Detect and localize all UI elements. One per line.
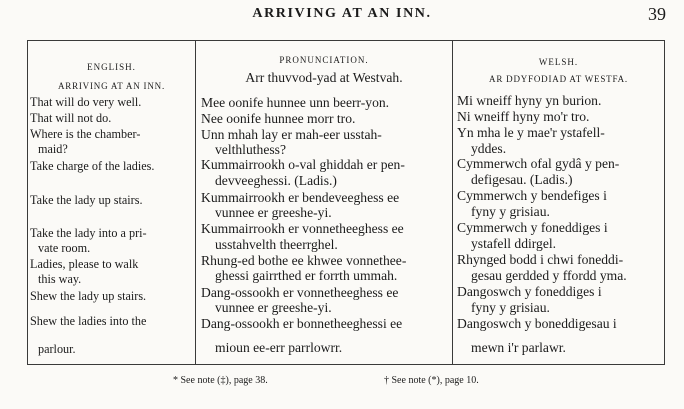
- pronunciation-column-subheading: Arr thuvvod-yad at Westvah.: [245, 70, 403, 85]
- english-line: Ladies, please to walk: [30, 257, 139, 271]
- welsh-line: Cymmerwch ofal gydâ y pen-: [457, 156, 620, 171]
- footnote-right: † See note (*), page 10.: [384, 375, 479, 386]
- english-line: Take charge of the ladies.: [30, 159, 155, 173]
- page-number: 39: [648, 4, 666, 24]
- english-line: this way.: [38, 272, 82, 286]
- table-border-bottom: [27, 364, 665, 365]
- pronunciation-line: velthluthess?: [215, 142, 286, 157]
- pronunciation-line: Dang-ossookh er vonnetheeghess ee: [201, 285, 399, 300]
- welsh-line: ystafell ddirgel.: [471, 236, 557, 251]
- english-line: Take the lady up stairs.: [30, 193, 143, 207]
- welsh-line: mewn i'r parlawr.: [471, 340, 566, 355]
- welsh-line: yddes.: [471, 141, 507, 156]
- english-line: Shew the lady up stairs.: [30, 289, 147, 303]
- pronunciation-line: ghessi gairrthed er forrth ummah.: [215, 268, 398, 283]
- welsh-line: defigesau. (Ladis.): [471, 172, 573, 187]
- pronunciation-line: usstahvelth theerrghel.: [215, 237, 338, 252]
- pronunciation-line: Mee oonife hunnee unn beerr-yon.: [201, 95, 390, 110]
- english-line: Where is the chamber-: [30, 127, 141, 141]
- footnote-left: * See note (‡), page 38.: [173, 375, 268, 386]
- english-column-heading: ENGLISH.: [87, 62, 136, 72]
- welsh-line: Cymmerwch y foneddiges i: [457, 220, 608, 235]
- page-title: ARRIVING AT AN INN.: [252, 6, 432, 21]
- column-divider-2: [452, 40, 453, 365]
- english-line: That will do very well.: [30, 95, 142, 109]
- pronunciation-line: Rhung-ed bothe ee khwee vonnethee-: [201, 253, 407, 268]
- pronunciation-line: vunnee er greeshe-yi.: [215, 300, 332, 315]
- english-line: That will not do.: [30, 111, 112, 125]
- english-column-subheading: ARRIVING AT AN INN.: [57, 81, 166, 91]
- pronunciation-column-heading: PRONUNCIATION.: [279, 55, 369, 65]
- english-line: Take the lady into a pri-: [30, 226, 147, 240]
- pronunciation-line: Unn mhah lay er mah-eer usstah-: [201, 127, 382, 142]
- english-line: vate room.: [38, 241, 91, 255]
- pronunciation-line: Kummairrookh er vonnetheeghess ee: [201, 221, 404, 236]
- welsh-line: Cymmerwch y bendefiges i: [457, 188, 607, 203]
- pronunciation-line: Nee oonife hunnee morr tro.: [201, 111, 356, 126]
- english-line: Shew the ladies into the: [30, 314, 147, 328]
- welsh-line: Yn mha le y mae'r ystafell-: [457, 125, 605, 140]
- welsh-line: Mi wneiff hyny yn burion.: [457, 93, 602, 108]
- pronunciation-line: Kummairrookh o-val ghiddah er pen-: [201, 157, 405, 172]
- welsh-line: fyny y grisiau.: [471, 300, 550, 315]
- welsh-line: Ni wneiff hyny mo'r tro.: [457, 109, 590, 124]
- welsh-column-heading: WELSH.: [538, 57, 579, 67]
- column-divider-1: [195, 40, 196, 365]
- welsh-line: gesau gerdded y ffordd yma.: [471, 268, 627, 283]
- welsh-line: Rhynged bodd i chwi foneddi-: [457, 252, 624, 267]
- table-border-top: [27, 40, 665, 41]
- pronunciation-line: Dang-ossookh er bonnetheeghessi ee: [201, 316, 403, 331]
- pronunciation-line: mioun ee-err parrlowrr.: [215, 340, 343, 355]
- pronunciation-line: Kummairrookh er bendeveeghess ee: [201, 190, 400, 205]
- table-border-right: [664, 40, 665, 365]
- welsh-line: Dangoswch y foneddiges i: [457, 284, 602, 299]
- english-line: maid?: [38, 142, 68, 156]
- english-line: parlour.: [38, 342, 76, 356]
- pronunciation-line: devveeghessi. (Ladis.): [215, 173, 337, 188]
- welsh-line: Dangoswch y boneddigesau i: [457, 316, 617, 331]
- pronunciation-line: vunnee er greeshe-yi.: [215, 205, 332, 220]
- welsh-column-subheading: AR DDYFODIAD AT WESTFA.: [489, 74, 628, 84]
- welsh-line: fyny y grisiau.: [471, 204, 550, 219]
